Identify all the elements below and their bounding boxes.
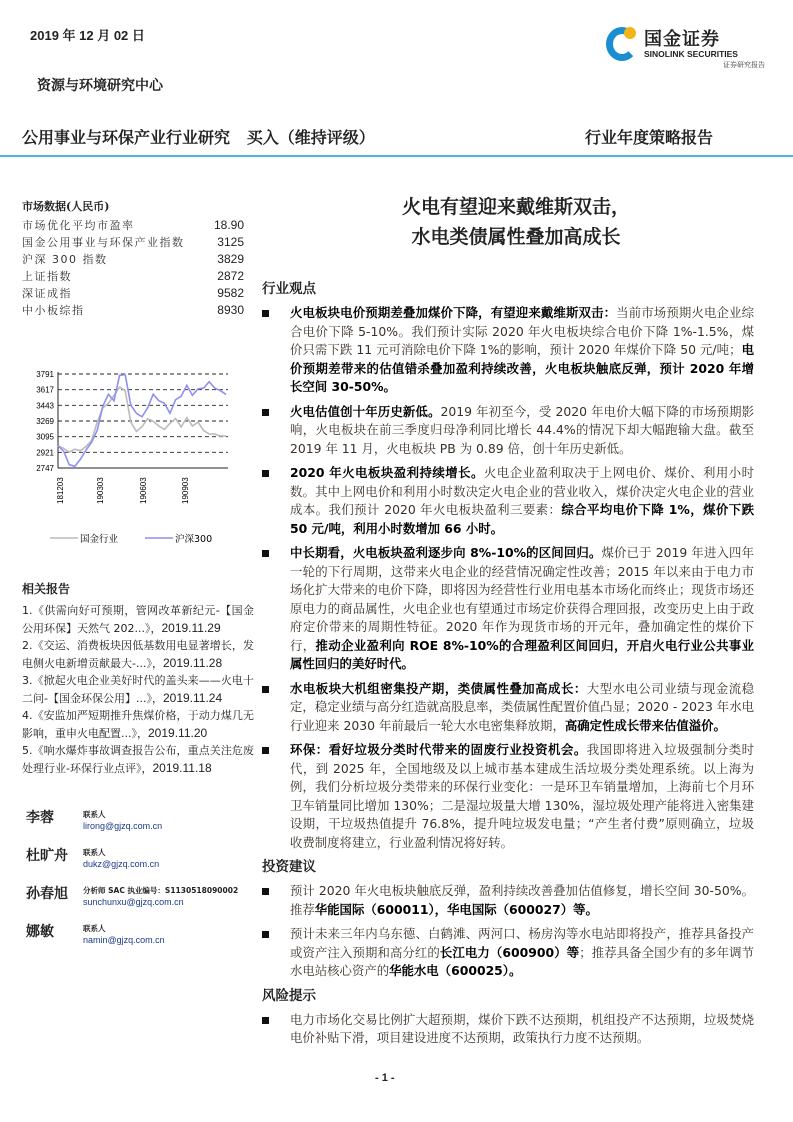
market-row (22, 285, 244, 302)
related-heading: 相关报告 (22, 582, 71, 596)
x-tick-label: 190903 (181, 477, 190, 504)
x-tick-label: 190303 (96, 477, 105, 504)
index-chart (20, 365, 250, 550)
market-value: 3125 (217, 235, 244, 249)
market-value: 8930 (217, 303, 244, 317)
bullet-square-icon (262, 550, 269, 557)
main-content (262, 276, 754, 1054)
bullet-square-icon (262, 686, 269, 693)
related-report-title: 4.《安监加严短期推升焦煤价格，于动力煤几无影响，重申火电配置...》， (22, 709, 254, 740)
related-report-date: 2019.11.29 (161, 620, 221, 635)
market-row (22, 217, 244, 234)
bullet-square-icon (262, 470, 269, 477)
bullet-text (290, 1011, 754, 1048)
series-line-0 (58, 387, 226, 452)
analyst-email[interactable]: lirong@gjzq.com.cn (83, 821, 163, 831)
market-value: 2872 (217, 269, 244, 283)
y-tick-label: 2747 (36, 464, 54, 473)
title-line-2: 水电类债属性叠加高成长 (411, 226, 621, 248)
header-divider (0, 155, 793, 157)
related-report-date: 2019.11.28 (162, 655, 223, 670)
section-heading: 投资建议 (262, 859, 316, 875)
title-line-1: 火电有望迎来戴维斯双击， (401, 196, 630, 218)
related-report-item[interactable] (22, 638, 254, 672)
bullet-text (290, 925, 754, 981)
sinolink-logo (606, 25, 766, 75)
report-type: 行业年度策略报告 (585, 128, 714, 147)
bullet-text (290, 464, 754, 538)
text-segment: 2019 年初至今，受 2020 年电价大幅下降的市场预期影响，火电板块在前三季度归母净利同比增长 44.4%的情况下却大幅跑输大盘。截至 2019 年 11 月，火电板块 PB 为 0.89 倍，创十年历史新低。 (290, 403, 755, 456)
bullet-square-icon (262, 409, 269, 416)
analyst-name: 杜旷舟 (26, 848, 68, 864)
y-tick-label: 3443 (36, 401, 54, 411)
brand-cn: 国金证券 (644, 29, 720, 50)
analyst-role: 分析师 SAC 执业编号：S1130518090002 (83, 886, 239, 895)
analyst-name: 娜敏 (26, 924, 54, 940)
analyst-card (26, 807, 262, 845)
bullet-square-icon (262, 747, 269, 754)
text-segment: 预计未来三年内乌东德、白鹤滩、两河口、杨房沟等水电站即将投产，推荐具备投产或资产注入预期和高分红的 (290, 926, 754, 960)
bullet-square-icon (262, 888, 269, 895)
related-report-date: 2019.11.24 (162, 690, 223, 705)
analyst-list (26, 807, 254, 959)
analyst-card (26, 845, 262, 883)
analyst-name: 李蓉 (26, 810, 54, 826)
analyst-email[interactable]: namin@gjzq.com.cn (83, 935, 165, 945)
market-label: 国金公用事业与环保产业指数 (22, 236, 185, 249)
market-data-heading: 市场数据(人民币) (22, 200, 110, 213)
bullet-item (262, 304, 754, 397)
market-row (22, 251, 244, 268)
report-date: 2019 年 12 月 02 日 (30, 28, 145, 43)
related-report-date: 2019.11.20 (148, 725, 208, 740)
market-row (22, 234, 244, 251)
bold-segment: 高确定性成长带来估值溢价。 (564, 717, 726, 733)
related-report-item[interactable] (22, 743, 254, 777)
bullet-text (290, 544, 754, 674)
market-label: 中小板综指 (22, 304, 85, 317)
related-report-title: 1.《供需向好可预期，管网改革新纪元-【国金公用环保】天然气 202...》， (22, 604, 254, 635)
logo-dot-icon (624, 27, 636, 39)
bold-segment: 2020 年火电板块盈利持续增长。 (290, 465, 484, 480)
text-segment: 电力市场化交易比例扩大超预期，煤价下跌不达预期，机组投产不达预期，垃圾焚烧电价补贴下滑，项目建设进度不达预期，政策执行力度不达预期。 (290, 1011, 754, 1045)
bold-segment: 华能国际（600011），华电国际（600027）等。 (314, 901, 598, 917)
bullet-item (262, 403, 754, 459)
related-report-date: 2019.11.18 (152, 760, 212, 775)
bold-segment: 电价预期差带来的估值错杀叠加盈利持续改善，火电板块触底反弹，预计 2020 年增长空间 30-50%。 (290, 342, 755, 394)
page-number: - 1 - (375, 1072, 395, 1084)
analyst-card (26, 921, 262, 959)
sidebar-lower (22, 580, 254, 959)
market-row (22, 302, 244, 319)
x-tick-label: 190603 (139, 477, 148, 504)
bullet-text (290, 680, 754, 736)
related-report-title: 3.《掀起火电企业美好时代的盖头来——火电十二问-【国金环保公用】...》， (22, 674, 254, 705)
bullet-item (262, 464, 754, 538)
bullet-item (262, 925, 754, 981)
analyst-card (26, 883, 262, 921)
bullet-item (262, 741, 754, 852)
analyst-role: 联系人 (83, 848, 106, 857)
analyst-role: 联系人 (83, 924, 106, 933)
bullet-item (262, 882, 754, 919)
market-data (22, 198, 244, 319)
bullet-item (262, 544, 754, 674)
y-tick-label: 3269 (36, 417, 54, 426)
section-heading: 行业观点 (262, 281, 316, 297)
bold-segment: 综合平均电价下降 1%，煤价下跌 50 元/吨，利用小时数增加 66 小时。 (290, 502, 754, 536)
text-segment: 当前市场预期火电企业综合电价下降 5-10%。我们预计实际 2020 年火电板块综合电价下降 1%-1.5%，煤价只需下跌 11 元可消除电价下降 1%的影响，预计 2020 年煤价下降 50 元/吨； (290, 305, 755, 357)
bullet-square-icon (262, 931, 269, 938)
bold-segment: 水电板块大机组密集投产期，类债属性叠加高成长： (290, 680, 587, 696)
y-tick-label: 3617 (36, 385, 54, 395)
bullet-text (290, 403, 754, 459)
related-report-title: 5.《响水爆炸事故调查报告公布，重点关注危废处理行业-环保行业点评》， (22, 744, 254, 775)
bold-segment: 推动企业盈利向 ROE 8%-10%的合理盈利区间回归，开启火电行业公共事业属性回归的美好时代。 (290, 637, 754, 671)
y-tick-label: 3095 (36, 432, 54, 442)
related-report-item[interactable] (22, 708, 254, 742)
bold-segment: 中长期看，火电板块盈利逐步向 8%-10%的区间回归。 (290, 545, 602, 560)
text-segment: 预计 2020 年火电板块触底反弹，盈利持续改善叠加估值修复，增长空间 30-50%。推荐 (290, 883, 754, 917)
text-segment: 火电企业盈利取决于上网电价、煤价、利用小时数。其中上网电价和利用小时数决定火电企业的营业收入，煤价决定火电企业的营业成本。我们预计 2020 年火电板块盈利三要素： (290, 465, 755, 517)
bullet-square-icon (262, 1017, 269, 1024)
research-center: 资源与环境研究中心 (37, 78, 163, 94)
text-segment: 我国即将进入垃圾强制分类时代，到 2025 年，全国地级及以上城市基本建成生活垃圾分类处理系统。以上海为例，我们分析垃圾分类带来的环保行业变化：一是环卫车销量增加，上海前七个月环卫车销量同比增加 130%；二是湿垃圾量大增 130%，湿垃圾处理产能将进入密集建设期，干垃圾热值提升 76.8%，提升吨垃圾发电量；“产生者付费”原则确立，垃圾收费制度将建立，行业盈利情况将好转。 (290, 742, 755, 850)
related-report-item[interactable] (22, 603, 254, 637)
brand-en: SINOLINK SECURITIES (644, 49, 738, 59)
text-segment: ；推荐具备全国少有的多年调节水电站核心资产的 (290, 944, 755, 978)
market-value: 3829 (217, 252, 244, 266)
text-segment: 大型水电公司业绩与现金流稳定，稳定业绩与高分红造就高股息率，类债属性配置价值凸显；2020 - 2023 年水电行业迎来 2030 年前最后一轮大水电密集释放期， (290, 680, 755, 733)
market-value: 9582 (217, 286, 244, 300)
bullet-item (262, 680, 754, 736)
market-label: 上证指数 (22, 270, 72, 283)
market-row (22, 268, 244, 285)
related-list (22, 603, 254, 777)
bullet-text (290, 741, 754, 852)
related-report-item[interactable] (22, 673, 254, 707)
bold-segment: 火电估值创十年历史新低。 (290, 403, 441, 419)
legend-label: 国金行业 (80, 534, 119, 545)
bullet-text (290, 304, 754, 397)
market-label: 深证成指 (22, 287, 72, 300)
market-rows (22, 217, 244, 319)
market-label: 沪深 300 指数 (22, 253, 108, 266)
section-heading: 风险提示 (262, 987, 316, 1004)
y-tick-label: 3791 (36, 370, 54, 379)
bold-segment: 火电板块电价预期差叠加煤价下降，有望迎来戴维斯双击： (290, 305, 617, 320)
y-tick-label: 2921 (36, 448, 54, 458)
report-title (262, 192, 770, 252)
bullet-text (290, 882, 754, 919)
bold-segment: 长江电力（600900）等 (439, 944, 580, 960)
bold-segment: 环保：看好垃圾分类时代带来的固废行业投资机会。 (290, 742, 587, 757)
analyst-role: 联系人 (83, 810, 106, 819)
bold-segment: 华能水电（600025）。 (389, 963, 522, 978)
related-report-title: 2.《交运、消费板块因低基数用电显著增长，发电侧火电新增贡献最大-...》， (22, 639, 254, 670)
market-label: 市场优化平均市盈率 (22, 219, 135, 232)
market-value: 18.90 (213, 218, 244, 232)
brand-sub: 证券研究报告 (723, 61, 765, 69)
bullet-item (262, 1011, 754, 1048)
bullet-square-icon (262, 310, 269, 317)
analyst-name: 孙春旭 (26, 886, 68, 902)
analyst-email[interactable]: dukz@gjzq.com.cn (83, 859, 160, 869)
legend-label: 沪深300 (175, 534, 213, 545)
text-segment: 煤价已于 2019 年进入四年一轮的下行周期，这带来火电企业的经营情况确定性改善；2015 年以来由于电力市场化扩大带来的电价下降，即将因为经营性行业用电基本市场化而终止；现货市场还原电力的商品属性，火电企业也有望通过市场定价获得合理回报，改变历史上由于政府定价带来的周期性特征。2020 年作为现货市场的开元年，叠加确定性的煤价下行， (290, 545, 754, 653)
industry-rating: 公用事业与环保产业行业研究 买入（维持评级） (22, 128, 375, 147)
analyst-email[interactable]: sunchunxu@gjzq.com.cn (83, 897, 184, 907)
related-reports (22, 580, 254, 777)
x-tick-label: 181203 (56, 477, 65, 504)
